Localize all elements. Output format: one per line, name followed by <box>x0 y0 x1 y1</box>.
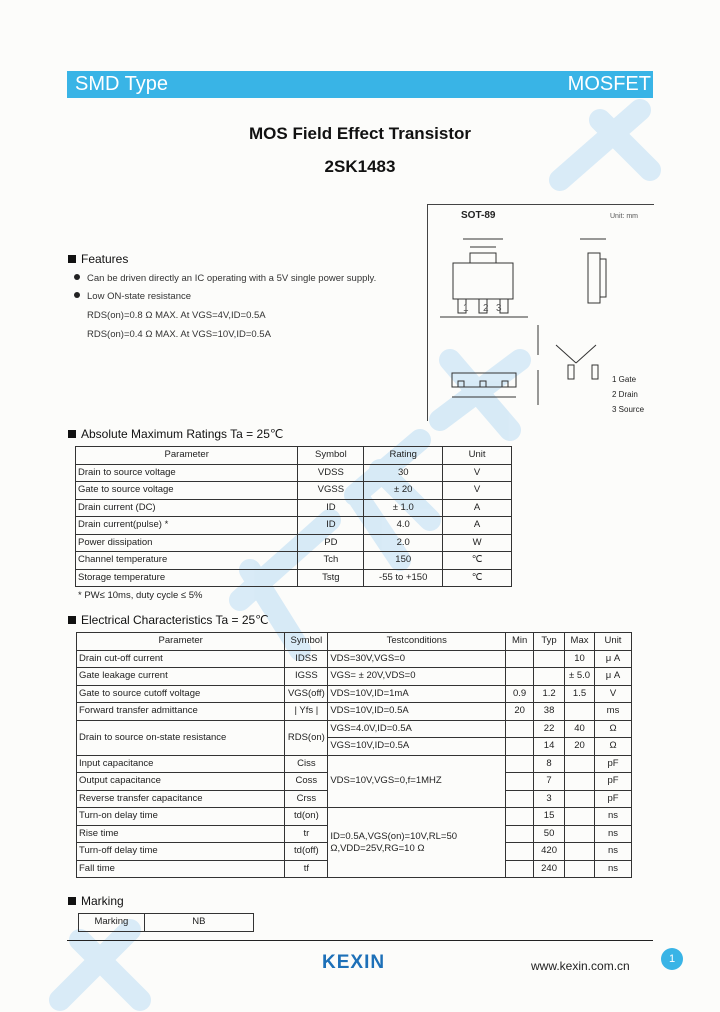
cell: | Yfs | <box>285 703 328 721</box>
footnote: * PW≤ 10ms, duty cycle ≤ 5% <box>78 590 203 601</box>
cell <box>565 703 595 721</box>
smd-type-label: SMD Type <box>75 73 168 95</box>
table-row <box>76 499 512 517</box>
header-cell: Rating <box>364 447 443 465</box>
cell: ± 5.0 <box>565 668 595 686</box>
header-cell: Parameter <box>76 447 298 465</box>
cell: IDSS <box>285 650 328 668</box>
svg-text:2: 2 <box>483 303 489 314</box>
cell: W <box>443 534 512 552</box>
cell: VGS=10V,ID=0.5A <box>328 738 506 756</box>
table-row <box>76 464 512 482</box>
elec-heading: Electrical Characteristics Ta = 25℃ <box>68 613 269 627</box>
table-row <box>77 703 632 721</box>
cell: Drain to source voltage <box>76 464 298 482</box>
cell <box>506 755 534 773</box>
features-heading: Features <box>68 252 128 266</box>
cell: ns <box>595 860 632 878</box>
cell <box>506 825 534 843</box>
cell: Gate leakage current <box>77 668 285 686</box>
cell: 22 <box>534 720 565 738</box>
cell: Ω <box>595 720 632 738</box>
cell: Output capacitance <box>77 773 285 791</box>
cell: V <box>443 464 512 482</box>
switching-conditions-cell: ID=0.5A,VGS(on)=10V,RL=50 Ω,VDD=25V,RG=10 Ω <box>328 808 506 878</box>
abs-max-heading: Absolute Maximum Ratings Ta = 25℃ <box>68 427 283 441</box>
header-cell: Max <box>565 633 595 651</box>
feature-item: Low ON-state resistance <box>74 291 191 302</box>
cell: 0.9 <box>506 685 534 703</box>
header-cell: Testconditions <box>328 633 506 651</box>
table-row <box>76 569 512 587</box>
cell <box>565 825 595 843</box>
cell: Ω <box>595 738 632 756</box>
cell <box>565 843 595 861</box>
cell: 4.0 <box>364 517 443 535</box>
table-row <box>77 650 632 668</box>
cell: VGS= ± 20V,VDS=0 <box>328 668 506 686</box>
table-row <box>77 720 632 738</box>
pin-2-label: 2 Drain <box>612 390 638 399</box>
cell: 150 <box>364 552 443 570</box>
cell: pF <box>595 790 632 808</box>
cell <box>506 808 534 826</box>
cell: ns <box>595 808 632 826</box>
pin-1-label: 1 Gate <box>612 375 637 384</box>
cell: Input capacitance <box>77 755 285 773</box>
header-cell: Unit <box>595 633 632 651</box>
table-row <box>76 534 512 552</box>
cell: 1.2 <box>534 685 565 703</box>
pin-3-label: 3 Source <box>612 405 645 414</box>
cell: Drain to source on-state resistance <box>77 720 285 755</box>
cell: VGSS <box>298 482 364 500</box>
cell: 240 <box>534 860 565 878</box>
document-title: MOS Field Effect Transistor <box>249 124 471 143</box>
part-number: 2SK1483 <box>324 157 396 176</box>
cell: ℃ <box>443 569 512 587</box>
cell: V <box>595 685 632 703</box>
bullet-icon <box>74 274 80 280</box>
cell: μ A <box>595 650 632 668</box>
cell <box>565 860 595 878</box>
square-bullet-icon <box>68 897 76 905</box>
cell: 8 <box>534 755 565 773</box>
marking-heading: Marking <box>68 894 124 908</box>
cell: μ A <box>595 668 632 686</box>
feature-subitem: RDS(on)=0.4 Ω MAX. At VGS=10V,ID=0.5A <box>87 329 271 340</box>
svg-text:3: 3 <box>496 303 502 314</box>
cell: Gate to source voltage <box>76 482 298 500</box>
cell: ms <box>595 703 632 721</box>
square-bullet-icon <box>68 255 76 263</box>
table-row <box>79 914 254 932</box>
cell: Turn-on delay time <box>77 808 285 826</box>
cell: VDSS <box>298 464 364 482</box>
header-cell: Min <box>506 633 534 651</box>
table-row <box>77 685 632 703</box>
cell: pF <box>595 773 632 791</box>
cell <box>534 650 565 668</box>
cell <box>506 843 534 861</box>
table-header-row <box>76 447 512 465</box>
cell <box>506 738 534 756</box>
unit-label: Unit: mm <box>610 213 638 220</box>
cell: 15 <box>534 808 565 826</box>
cell: td(on) <box>285 808 328 826</box>
cell: Storage temperature <box>76 569 298 587</box>
website-link[interactable]: www.kexin.com.cn <box>531 959 630 973</box>
cell <box>506 860 534 878</box>
feature-subitem: RDS(on)=0.8 Ω MAX. At VGS=4V,ID=0.5A <box>87 310 266 321</box>
cell <box>534 668 565 686</box>
cell: Gate to source cutoff voltage <box>77 685 285 703</box>
cell: 30 <box>364 464 443 482</box>
cell: PD <box>298 534 364 552</box>
cell <box>506 773 534 791</box>
abs-max-table <box>75 446 512 587</box>
square-bullet-icon <box>68 616 76 624</box>
cell: 50 <box>534 825 565 843</box>
table-row <box>76 482 512 500</box>
cell: Drain current(pulse) * <box>76 517 298 535</box>
cell: 7 <box>534 773 565 791</box>
cell: A <box>443 499 512 517</box>
cell: VDS=10V,VGS=0,f=1MHZ <box>328 755 506 808</box>
cell: Drain cut-off current <box>77 650 285 668</box>
cell: 38 <box>534 703 565 721</box>
cell <box>506 650 534 668</box>
cell: Rise time <box>77 825 285 843</box>
cell: 2.0 <box>364 534 443 552</box>
header-cell: Symbol <box>298 447 364 465</box>
marking-value-cell: NB <box>144 914 253 932</box>
feature-item: Can be driven directly an IC operating with a 5V single power supply. <box>74 273 376 284</box>
cell <box>506 720 534 738</box>
cell: ± 20 <box>364 482 443 500</box>
marking-label-cell: Marking <box>79 914 145 932</box>
cell: 20 <box>506 703 534 721</box>
table-row <box>77 808 632 826</box>
header-cell: Unit <box>443 447 512 465</box>
cell: RDS(on) <box>285 720 328 755</box>
cell <box>565 773 595 791</box>
cell: IGSS <box>285 668 328 686</box>
cell: Forward transfer admittance <box>77 703 285 721</box>
header-cell: Symbol <box>285 633 328 651</box>
cell: ID <box>298 499 364 517</box>
cell: Fall time <box>77 860 285 878</box>
cell: td(off) <box>285 843 328 861</box>
cell: Channel temperature <box>76 552 298 570</box>
footer-divider <box>67 940 653 941</box>
marking-table <box>78 913 254 932</box>
cell: Power dissipation <box>76 534 298 552</box>
cell: VGS=4.0V,ID=0.5A <box>328 720 506 738</box>
cell: 1.5 <box>565 685 595 703</box>
table-header-row <box>77 633 632 651</box>
elec-table <box>76 632 632 878</box>
table-row <box>77 668 632 686</box>
header-cell: Typ <box>534 633 565 651</box>
cell: ns <box>595 843 632 861</box>
cell <box>565 755 595 773</box>
cell: VDS=30V,VGS=0 <box>328 650 506 668</box>
mosfet-label: MOSFET <box>567 73 651 95</box>
cell: 3 <box>534 790 565 808</box>
table-row <box>76 552 512 570</box>
package-drawing <box>427 204 654 421</box>
cell: tf <box>285 860 328 878</box>
cell: Tstg <box>298 569 364 587</box>
cell: 20 <box>565 738 595 756</box>
svg-text:1: 1 <box>463 303 469 314</box>
table-row <box>76 517 512 535</box>
cell: VDS=10V,ID=0.5A <box>328 703 506 721</box>
cell: ± 1.0 <box>364 499 443 517</box>
cell: 14 <box>534 738 565 756</box>
sot89-outline-icon <box>428 205 654 421</box>
cell: Reverse transfer capacitance <box>77 790 285 808</box>
cell: VGS(off) <box>285 685 328 703</box>
cell: 420 <box>534 843 565 861</box>
cell: 10 <box>565 650 595 668</box>
bullet-icon <box>74 292 80 298</box>
cell: pF <box>595 755 632 773</box>
cell: -55 to +150 <box>364 569 443 587</box>
cell: Turn-off delay time <box>77 843 285 861</box>
cell: Tch <box>298 552 364 570</box>
cell: ID <box>298 517 364 535</box>
cell: 40 <box>565 720 595 738</box>
cell: ℃ <box>443 552 512 570</box>
cell: VDS=10V,ID=1mA <box>328 685 506 703</box>
cell: tr <box>285 825 328 843</box>
cell: Coss <box>285 773 328 791</box>
cell <box>506 790 534 808</box>
header-bar <box>67 71 653 98</box>
kexin-logo: KEXIN <box>322 952 386 973</box>
cell: Ciss <box>285 755 328 773</box>
cell <box>506 668 534 686</box>
table-row <box>77 755 632 773</box>
cell: A <box>443 517 512 535</box>
cell <box>565 790 595 808</box>
header-cell: Parameter <box>77 633 285 651</box>
square-bullet-icon <box>68 430 76 438</box>
cell: ns <box>595 825 632 843</box>
package-name: SOT-89 <box>461 210 496 221</box>
cell: V <box>443 482 512 500</box>
cell: Crss <box>285 790 328 808</box>
page-number: 1 <box>661 948 683 970</box>
cell: Drain current (DC) <box>76 499 298 517</box>
cell <box>565 808 595 826</box>
